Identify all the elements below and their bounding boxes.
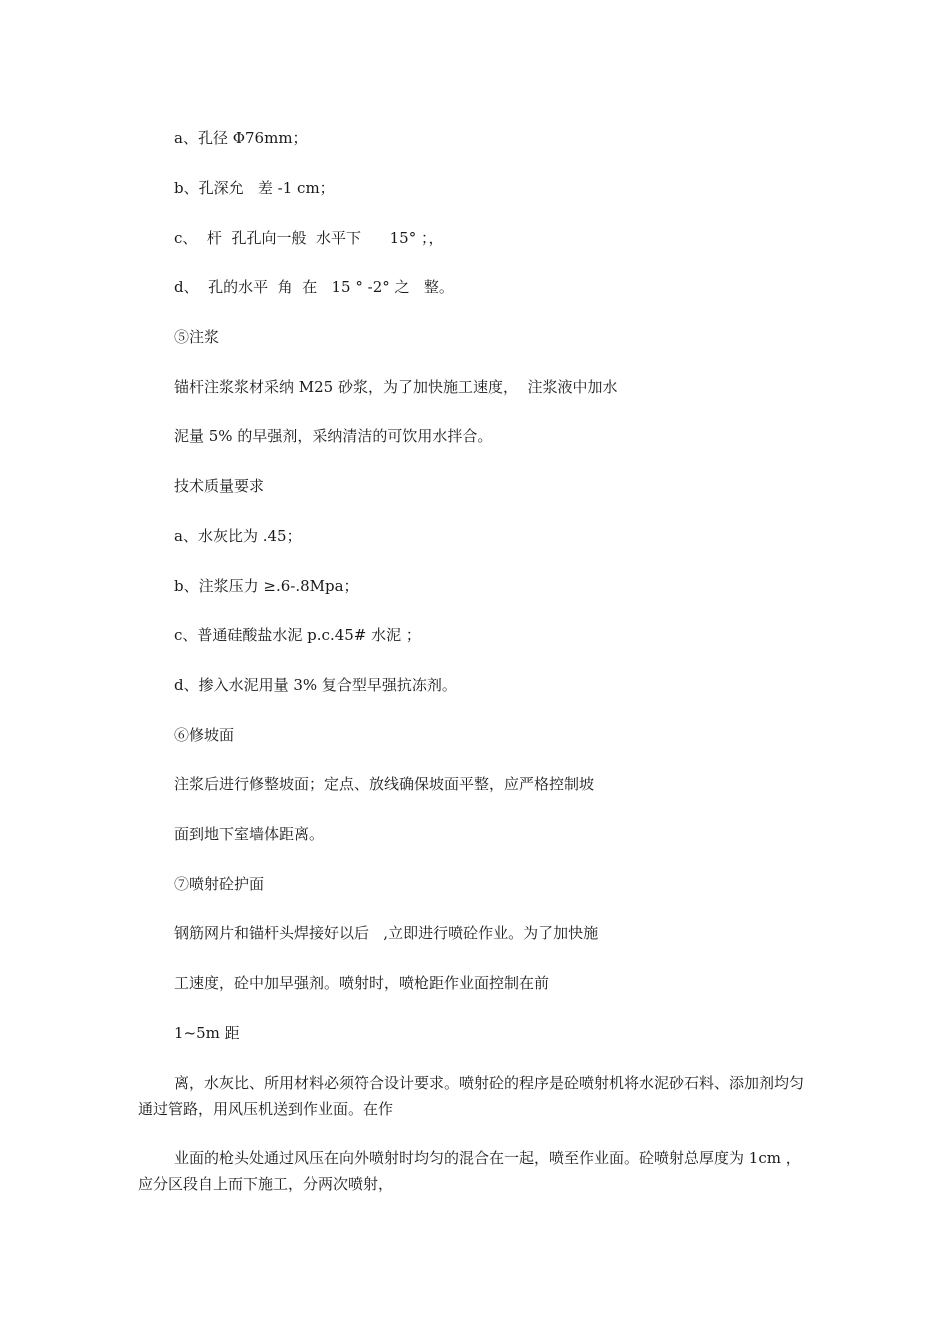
req-admixture: d、掺入水泥用量 3% 复合型早强抗冻剂。 bbox=[174, 676, 457, 694]
spec-horizontal-angle: d、 孔的水平 角 在 15 ° -2° 之 整。 bbox=[174, 278, 454, 296]
grouting-text-line-1: 锚杆注浆浆材采纳 M25 砂浆，为了加快施工速度， 注浆液中加水 bbox=[174, 378, 618, 396]
shotcrete-paragraph-2: 业面的枪头处通过风压在向外喷射时均匀的混合在一起，喷至作业面。砼喷射总厚度为 1cm ，应分区段自上而下施工，分两次喷射， bbox=[138, 1149, 801, 1193]
req-water-cement-ratio: a、水灰比为 .45； bbox=[174, 527, 302, 545]
shotcrete-text-line-3: 1~5m 距 bbox=[174, 1024, 240, 1042]
slope-text-line-1: 注浆后进行修整坡面；定点、放线确保坡面平整，应严格控制坡 bbox=[174, 775, 595, 793]
req-grouting-pressure: b、注浆压力 ≥.6-.8Mpa； bbox=[174, 577, 359, 595]
section-heading-shotcrete: ⑦喷射砼护面 bbox=[174, 875, 265, 893]
spec-hole-diameter: a、孔径 Φ76mm； bbox=[174, 129, 308, 147]
req-cement-type: c、普通硅酸盐水泥 p.c.45# 水泥 ； bbox=[174, 626, 421, 644]
grouting-text-line-2: 泥量 5% 的早强剂，采纳清洁的可饮用水拌合。 bbox=[174, 427, 493, 445]
subheading-quality-requirements: 技术质量要求 bbox=[174, 477, 265, 495]
section-heading-grouting: ⑤注浆 bbox=[174, 328, 220, 346]
section-heading-slope-trimming: ⑥修坡面 bbox=[174, 726, 235, 744]
slope-text-line-2: 面到地下室墙体距离。 bbox=[174, 825, 325, 843]
shotcrete-paragraph-1: 离，水灰比、所用材料必须符合设计要求。喷射砼的程序是砼喷射机将水泥砂石料、添加剂均匀通过管路，用风压机送到作业面。在作 bbox=[138, 1074, 805, 1118]
shotcrete-text-line-1: 钢筋网片和锚杆头焊接好以后 ,立即进行喷砼作业。为了加快施 bbox=[174, 924, 599, 942]
shotcrete-text-line-2: 工速度，砼中加早强剂。喷射时，喷枪距作业面控制在前 bbox=[174, 974, 550, 992]
spec-hole-depth-tolerance: b、孔深允 差 -1 cm； bbox=[174, 179, 335, 197]
spec-hole-direction: c、 杆 孔孔向一般 水平下 15° ；， bbox=[174, 229, 444, 247]
